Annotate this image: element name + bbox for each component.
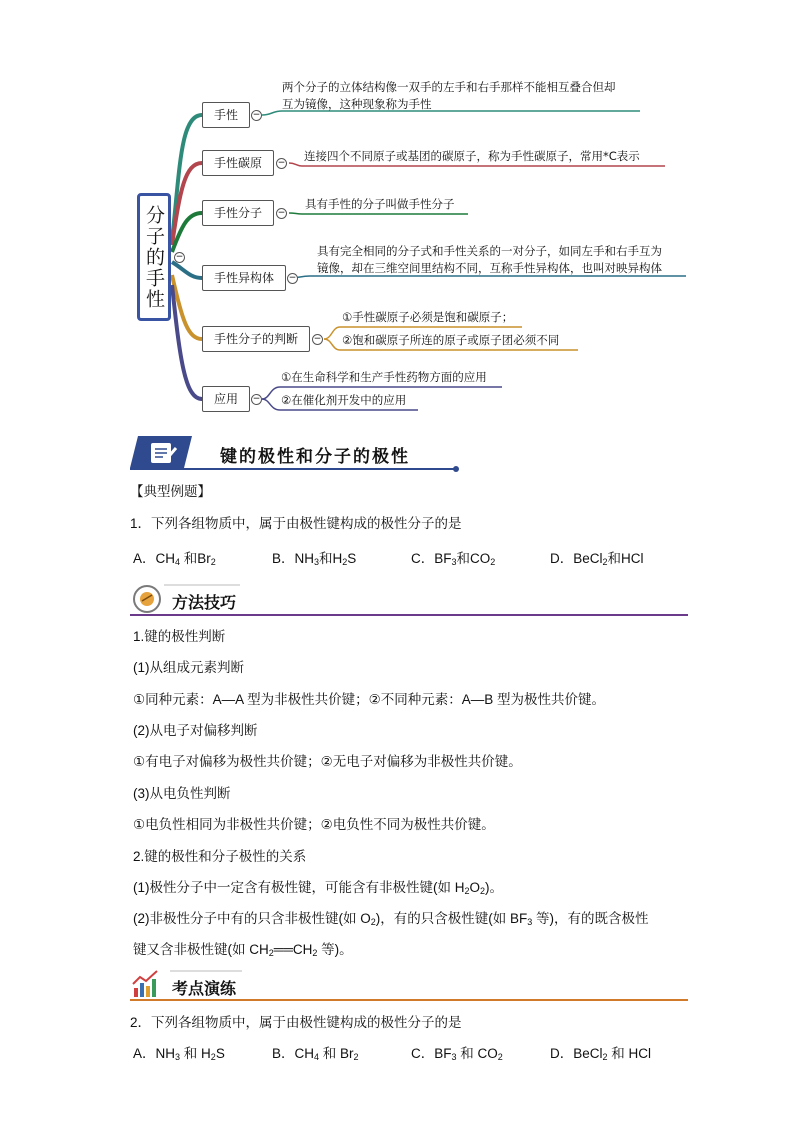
collapse-icon[interactable]: − [277, 208, 286, 218]
lightbulb-head-icon [134, 586, 160, 612]
method-line: 键又含非极性键(如 $CH_2══CH_2$ 等)。 [133, 942, 353, 958]
practice-title: 考点演练 [172, 979, 237, 998]
mindmap-node-chirality: 手性 [202, 102, 250, 128]
mindmap-leaf: 具有完全相同的分子式和手性关系的一对分子，如同左手和右手互为 [317, 244, 662, 258]
option-c: C．$BF_3$和$CO_2$ [411, 551, 496, 567]
option-b: B．$CH_4$ 和 $Br_2$ [272, 1046, 359, 1062]
method-line: 1.键的极性判断 [133, 629, 226, 644]
mindmap-leaf: ②在催化剂开发中的应用 [281, 393, 407, 407]
method-line: 2.键的极性和分子极性的关系 [133, 849, 307, 864]
method-line: ①同种元素：A—A 型为非极性共价键；②不同种元素：A—B 型为极性共价键。 [133, 692, 605, 707]
method-line: (2)从电子对偏移判断 [133, 723, 258, 738]
mindmap-leaf: ①在生命科学和生产手性药物方面的应用 [281, 370, 487, 384]
method-line: ①电负性相同为非极性共价键；②电负性不同为极性共价键。 [133, 817, 495, 832]
method-title: 方法技巧 [172, 593, 237, 612]
option-d: D．BeCl$_2$和HCl [550, 551, 644, 567]
bar-chart-trend-icon [133, 971, 157, 997]
option-a: A．$CH_4$ 和$Br_2$ [133, 551, 216, 567]
collapse-icon[interactable]: − [313, 334, 322, 344]
mindmap-leaf: ①手性碳原子必须是饱和碳原子； [342, 310, 514, 324]
section-title: 键的极性和分子的极性 [220, 447, 410, 467]
mindmap-leaf: 两个分子的立体结构像一双手的左手和右手那样不能相互叠合但却 [282, 80, 616, 94]
mindmap-leaf: 具有手性的分子叫做手性分子 [305, 197, 455, 211]
method-line: (3)从电负性判断 [133, 786, 231, 801]
example-tag: 【典型例题】 [130, 484, 211, 499]
option-d: D．BeCl$_2$ 和 HCl [550, 1046, 652, 1062]
option-a: A．$NH_3$ 和 $H_2S$ [133, 1046, 225, 1062]
mindmap-root: 分子的手性 [137, 193, 171, 321]
method-line: ①有电子对偏移为极性共价键；②无电子对偏移为非极性共价键。 [133, 754, 522, 769]
mindmap-leaf: 连接四个不同原子或基团的碳原子，称为手性碳原子，常用*C表示 [304, 149, 640, 163]
method-line: (1)从组成元素判断 [133, 660, 244, 675]
option-b: B．$NH_3$和$H_2S$ [272, 551, 357, 567]
collapse-icon[interactable]: − [288, 273, 297, 283]
collapse-icon[interactable]: − [277, 158, 286, 168]
mindmap-leaf: 互为镜像，这种现象称为手性 [282, 97, 432, 111]
collapse-icon[interactable]: − [252, 394, 261, 404]
question-1: 1．下列各组物质中，属于由极性键构成的极性分子的是 [130, 516, 462, 531]
mindmap-node-chiral-carbon: 手性碳原 [202, 150, 274, 176]
mindmap-leaf: ②饱和碳原子所连的原子或原子团必须不同 [342, 333, 560, 347]
mindmap-node-application: 应用 [202, 386, 250, 412]
method-line: (2)非极性分子中有的只含非极性键(如 $O_2$)，有的只含极性键(如 $BF_3$ 等)，有的既含极性 [133, 911, 649, 927]
mindmap-node-chiral-molecule: 手性分子 [202, 200, 274, 226]
method-line: (1)极性分子中一定含有极性键，可能含有非极性键(如 $H_2O_2$)。 [133, 880, 504, 896]
mindmap-leaf: 镜像，却在三维空间里结构不同，互称手性异构体，也叫对映异构体 [317, 261, 662, 275]
option-c: C．$BF_3$ 和 $CO_2$ [411, 1046, 503, 1062]
question-2: 2．下列各组物质中，属于由极性键构成的极性分子的是 [130, 1015, 462, 1030]
mindmap-node-judgement: 手性分子的判断 [202, 326, 310, 352]
mindmap-node-chiral-isomer: 手性异构体 [202, 265, 286, 291]
collapse-icon[interactable]: − [252, 110, 261, 120]
collapse-icon[interactable]: − [175, 252, 184, 262]
